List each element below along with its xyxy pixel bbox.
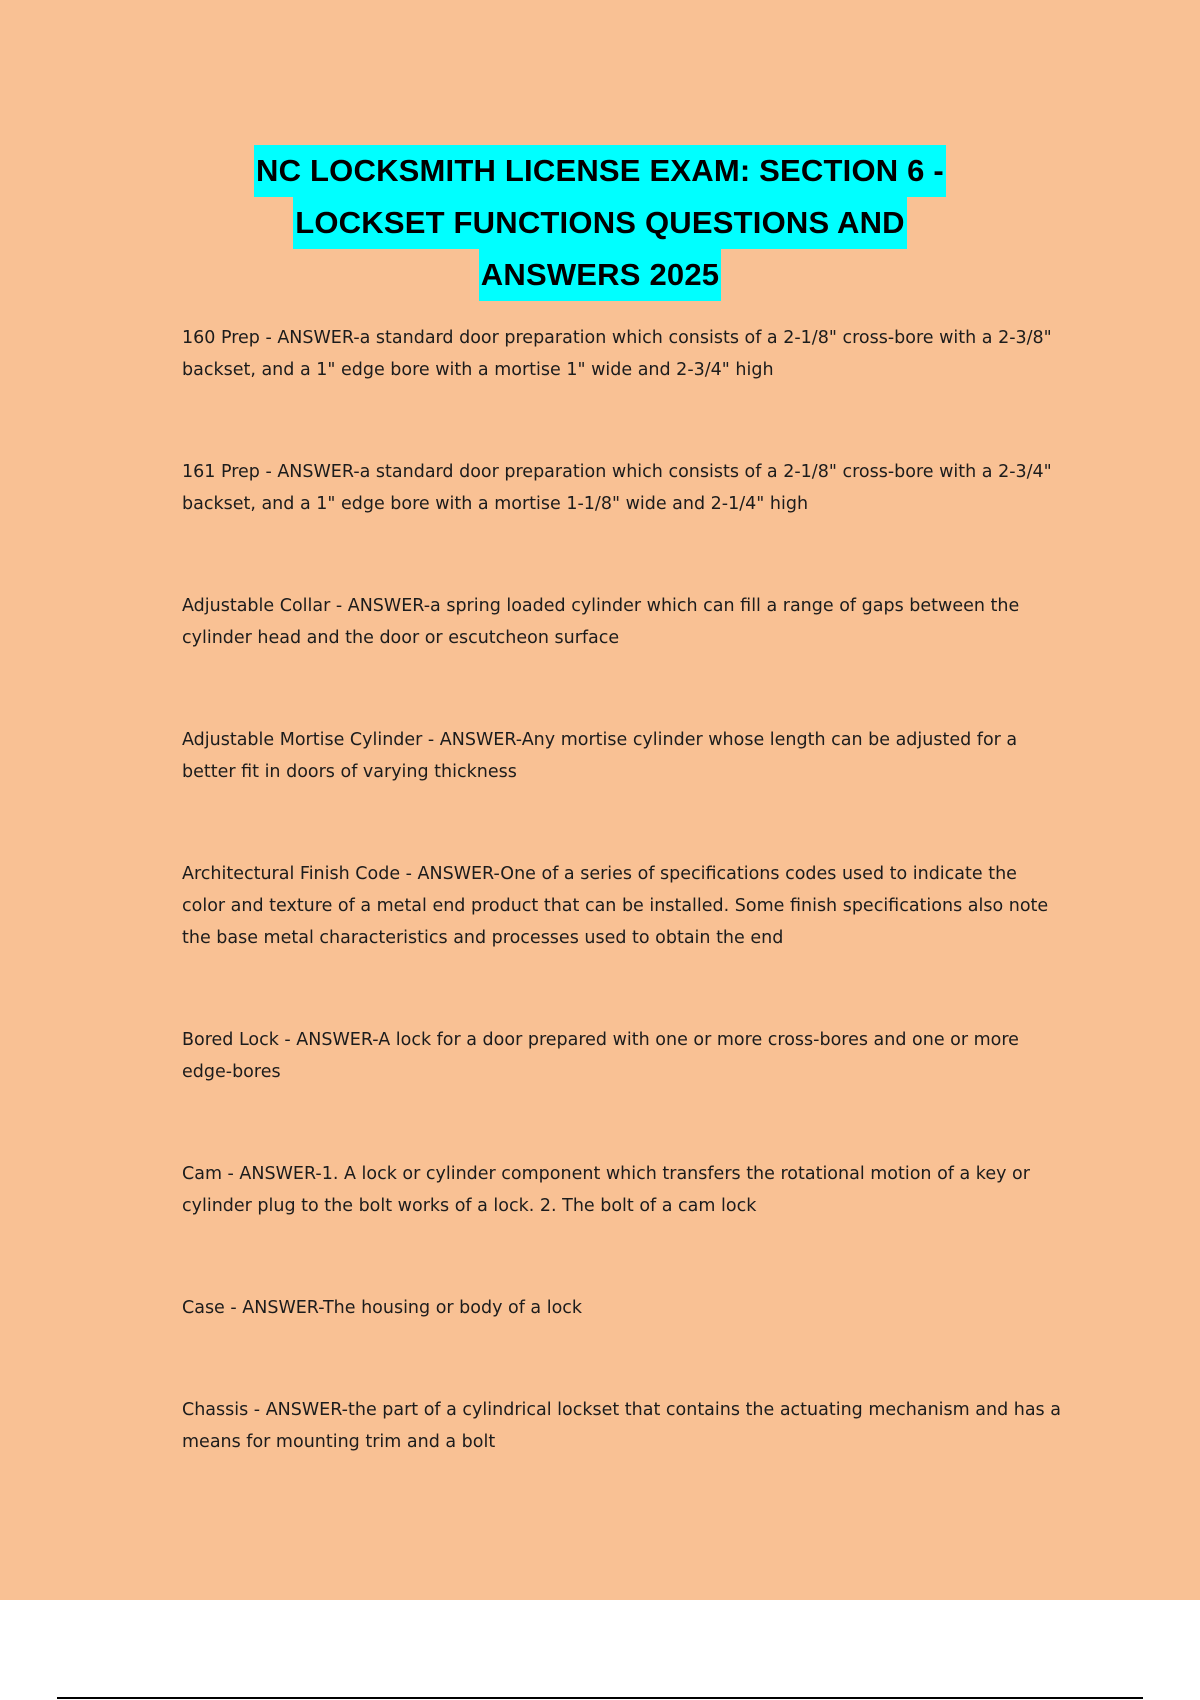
qa-entry-architectural-finish-code: Architectural Finish Code - ANSWER-One of a series of specifications codes used to indicate the color and texture of a metal end product that can be installed. Some finish specifications also note the base metal characteristics and processes used to obtain the end bbox=[182, 864, 1049, 948]
qa-entry-adjustable-mortise-cylinder: Adjustable Mortise Cylinder - ANSWER-Any mortise cylinder whose length can be adjusted for a better fit in doors of varying thickness bbox=[182, 730, 1018, 782]
qa-entry-adjustable-collar: Adjustable Collar - ANSWER-a spring loaded cylinder which can fill a range of gaps between the cylinder head and the door or escutcheon surface bbox=[182, 596, 1020, 648]
qa-entry-160-prep: 160 Prep - ANSWER-a standard door preparation which consists of a 2-1/8" cross-bore with a 2-3/8" backset, and a 1" edge bore with a mortise 1" wide and 2-3/4" high bbox=[182, 328, 1052, 380]
qa-entry-161-prep: 161 Prep - ANSWER-a standard door preparation which consists of a 2-1/8" cross-bore with a 2-3/4" backset, and a 1" edge bore with a mortise 1-1/8" wide and 2-1/4" high bbox=[182, 462, 1052, 514]
qa-entry-case: Case - ANSWER-The housing or body of a lock bbox=[182, 1298, 583, 1318]
document-title bbox=[100, 145, 1100, 301]
title-line-1: NC LOCKSMITH LICENSE EXAM: SECTION 6 - bbox=[254, 145, 946, 197]
qa-entry-cam: Cam - ANSWER-1. A lock or cylinder component which transfers the rotational motion of a key or cylinder plug to the bolt works of a lock. 2. The bolt of a cam lock bbox=[182, 1164, 1030, 1216]
title-line-3: ANSWERS 2025 bbox=[479, 249, 721, 301]
qa-entry-bored-lock: Bored Lock - ANSWER-A lock for a door prepared with one or more cross-bores and one or more edge-bores bbox=[182, 1030, 1019, 1082]
qa-entry-chassis: Chassis - ANSWER-the part of a cylindrical lockset that contains the actuating mechanism and has a means for mounting trim and a bolt bbox=[182, 1400, 1061, 1452]
page-divider bbox=[57, 1697, 1143, 1699]
title-line-2: LOCKSET FUNCTIONS QUESTIONS AND bbox=[293, 197, 907, 249]
